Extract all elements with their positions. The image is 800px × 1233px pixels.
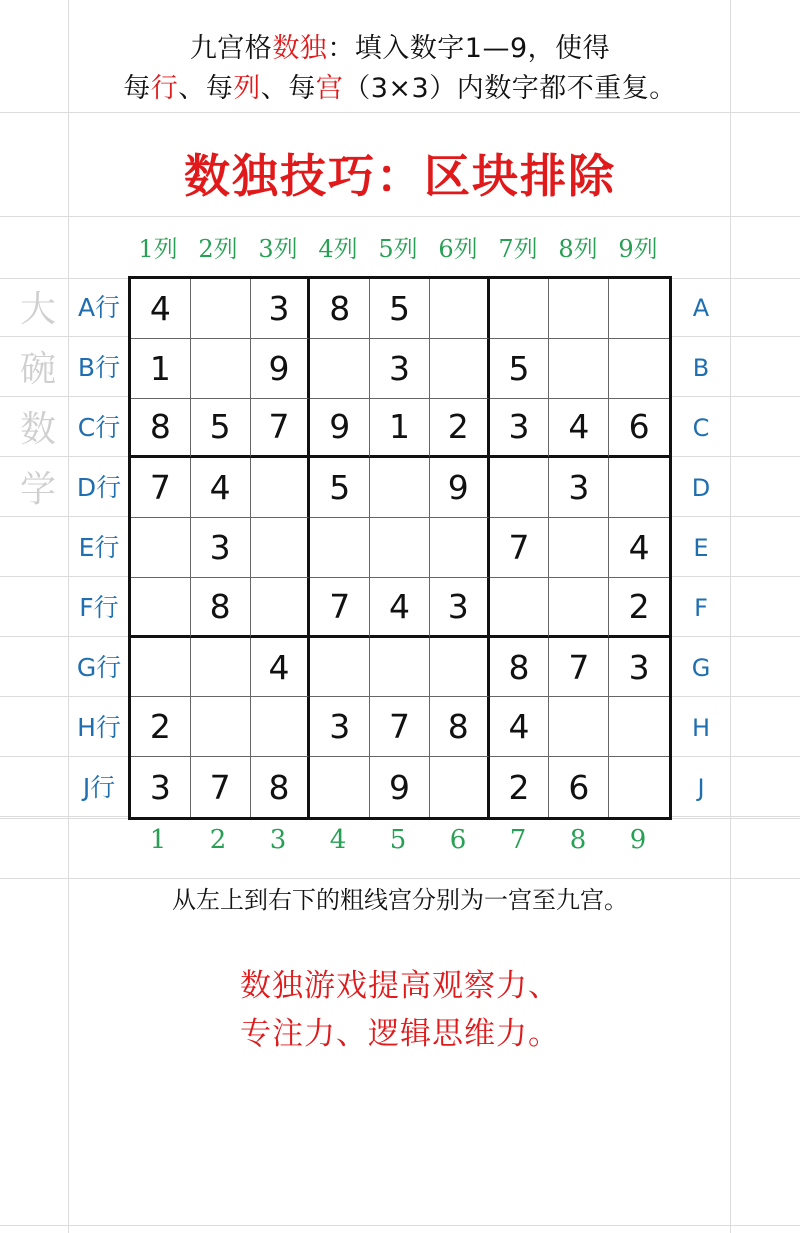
highlight-word: 列 (233, 73, 261, 104)
column-header: 8列 (558, 235, 598, 263)
column-footer: 1 (149, 825, 167, 855)
sudoku-cell[interactable] (251, 578, 311, 638)
watermark-char: 碗 (19, 349, 56, 390)
highlight-word: 数独 (272, 33, 328, 64)
column-header: 7列 (498, 235, 538, 263)
highlight-word: 宫 (315, 73, 344, 104)
sudoku-cell[interactable] (430, 757, 490, 817)
sudoku-cell[interactable] (131, 638, 191, 698)
sudoku-cell[interactable] (310, 518, 370, 578)
sudoku-cell[interactable] (549, 697, 609, 757)
sudoku-cell[interactable]: 7 (131, 458, 191, 518)
column-footer: 6 (449, 825, 467, 855)
sudoku-cell[interactable]: 9 (370, 757, 430, 817)
highlight-word: 行 (150, 73, 179, 104)
slogan-line-2: 专注力、逻辑思维力。 (240, 1016, 560, 1052)
sudoku-cell[interactable]: 2 (609, 578, 669, 638)
watermark-char: 数 (19, 409, 56, 450)
sudoku-cell[interactable]: 7 (549, 638, 609, 698)
sudoku-cell[interactable]: 3 (430, 578, 490, 638)
sudoku-cell[interactable] (191, 339, 251, 399)
sudoku-cell[interactable] (310, 757, 370, 817)
row-header: A行 (77, 293, 121, 322)
sudoku-cell[interactable]: 6 (609, 399, 669, 459)
sudoku-cell[interactable] (430, 339, 490, 399)
sudoku-cell[interactable] (609, 339, 669, 399)
sudoku-cell[interactable]: 4 (131, 279, 191, 339)
sudoku-cell[interactable] (430, 518, 490, 578)
sudoku-cell[interactable]: 8 (251, 757, 311, 817)
row-header: C行 (77, 413, 121, 442)
sudoku-cell[interactable]: 3 (310, 697, 370, 757)
row-letter: F (694, 594, 708, 622)
sudoku-cell[interactable] (609, 279, 669, 339)
sudoku-board (128, 276, 672, 820)
sudoku-cell[interactable] (131, 518, 191, 578)
column-header: 2列 (198, 235, 238, 263)
box-numbering-note: 从左上到右下的粗线宫分别为一宫至九宫。 (172, 886, 628, 914)
row-header: J行 (82, 773, 116, 802)
column-header: 9列 (618, 235, 658, 263)
sudoku-cell[interactable]: 5 (191, 399, 251, 459)
sudoku-cell[interactable] (310, 638, 370, 698)
column-header: 4列 (318, 235, 358, 263)
sudoku-cell[interactable]: 8 (430, 697, 490, 757)
sudoku-cell[interactable]: 3 (549, 458, 609, 518)
grid-line (0, 216, 800, 217)
sudoku-cell[interactable] (549, 339, 609, 399)
page-title: 数独技巧：区块排除 (184, 149, 616, 203)
sudoku-cell[interactable] (609, 697, 669, 757)
sudoku-cell[interactable]: 7 (490, 518, 550, 578)
sudoku-cell[interactable]: 4 (251, 638, 311, 698)
sudoku-cell[interactable] (549, 578, 609, 638)
sudoku-cell[interactable]: 2 (490, 757, 550, 817)
sudoku-cell[interactable]: 9 (251, 339, 311, 399)
column-footer: 9 (629, 825, 647, 855)
sudoku-cell[interactable]: 7 (191, 757, 251, 817)
sudoku-cell[interactable] (430, 638, 490, 698)
column-footer: 3 (269, 825, 287, 855)
sudoku-cell[interactable]: 1 (131, 339, 191, 399)
sudoku-cell[interactable]: 2 (131, 697, 191, 757)
sudoku-cell[interactable]: 4 (191, 458, 251, 518)
row-letter: G (691, 654, 711, 682)
slogan-line-1: 数独游戏提高观察力、 (240, 968, 560, 1004)
sudoku-cell[interactable] (310, 339, 370, 399)
sudoku-cell[interactable]: 1 (370, 399, 430, 459)
sudoku-cell[interactable] (251, 697, 311, 757)
sudoku-cell[interactable]: 7 (310, 578, 370, 638)
sudoku-cell[interactable] (131, 578, 191, 638)
rules-line-1: 九宫格数独：填入数字1—9，使得 (189, 33, 611, 64)
row-letter: D (691, 474, 711, 502)
column-footer: 8 (569, 825, 587, 855)
row-header: G行 (76, 653, 122, 682)
sudoku-cell[interactable] (430, 279, 490, 339)
sudoku-cell[interactable]: 4 (370, 578, 430, 638)
row-header: H行 (77, 713, 121, 742)
sudoku-cell[interactable] (490, 279, 550, 339)
watermark-char: 学 (19, 469, 56, 510)
grid-line (0, 112, 800, 113)
sudoku-cell[interactable]: 7 (370, 697, 430, 757)
row-letter: C (692, 414, 710, 442)
sudoku-cell[interactable]: 3 (370, 339, 430, 399)
sudoku-cell[interactable]: 3 (490, 399, 550, 459)
sudoku-cell[interactable]: 2 (430, 399, 490, 459)
grid-line (0, 878, 800, 879)
row-header: E行 (78, 533, 120, 562)
sudoku-cell[interactable] (191, 279, 251, 339)
sudoku-cell[interactable]: 3 (131, 757, 191, 817)
rules-line-2: 每行、每列、每宫（3×3）内数字都不重复。 (123, 73, 677, 104)
grid-line (0, 1225, 800, 1226)
sudoku-cell[interactable] (370, 458, 430, 518)
sudoku-cell[interactable]: 9 (310, 399, 370, 459)
row-header: D行 (76, 473, 122, 502)
sudoku-cell[interactable]: 7 (251, 399, 311, 459)
sudoku-cell[interactable]: 5 (490, 339, 550, 399)
row-header: F行 (79, 593, 119, 622)
row-letter: A (692, 294, 710, 322)
sudoku-cell[interactable]: 8 (131, 399, 191, 459)
sudoku-cell[interactable] (370, 518, 430, 578)
sudoku-cell[interactable] (251, 518, 311, 578)
column-footer: 5 (389, 825, 407, 855)
sudoku-cell[interactable] (490, 458, 550, 518)
sudoku-cell[interactable] (370, 638, 430, 698)
sudoku-cell[interactable]: 3 (609, 638, 669, 698)
sudoku-cell[interactable]: 8 (191, 578, 251, 638)
sudoku-cell[interactable]: 5 (370, 279, 430, 339)
row-letter: H (691, 714, 711, 742)
sudoku-cell[interactable]: 4 (609, 518, 669, 578)
row-letter: B (692, 354, 710, 382)
row-header: B行 (77, 353, 121, 382)
sudoku-cell[interactable]: 6 (549, 757, 609, 817)
column-footer: 7 (509, 825, 527, 855)
sudoku-cell[interactable]: 4 (549, 399, 609, 459)
sudoku-cell[interactable] (490, 578, 550, 638)
sudoku-cell[interactable] (251, 458, 311, 518)
sudoku-cell[interactable] (609, 757, 669, 817)
sudoku-cell[interactable] (191, 697, 251, 757)
column-header: 1列 (138, 235, 178, 263)
column-footer: 2 (209, 825, 227, 855)
row-letter: J (697, 774, 705, 802)
watermark-char: 大 (19, 289, 56, 330)
sudoku-cell[interactable]: 8 (490, 638, 550, 698)
column-footer: 4 (329, 825, 347, 855)
sudoku-cell[interactable]: 8 (310, 279, 370, 339)
column-header: 5列 (378, 235, 418, 263)
sudoku-cell[interactable] (609, 458, 669, 518)
sudoku-cell[interactable]: 4 (490, 697, 550, 757)
sudoku-cell[interactable]: 3 (191, 518, 251, 578)
sudoku-cell[interactable] (549, 279, 609, 339)
row-letter: E (693, 534, 709, 562)
sudoku-cell[interactable] (191, 638, 251, 698)
column-header: 3列 (258, 235, 298, 263)
column-header: 6列 (438, 235, 478, 263)
sudoku-cell[interactable]: 3 (251, 279, 311, 339)
sudoku-cell[interactable]: 5 (310, 458, 370, 518)
sudoku-cell[interactable]: 9 (430, 458, 490, 518)
sudoku-cell[interactable] (549, 518, 609, 578)
